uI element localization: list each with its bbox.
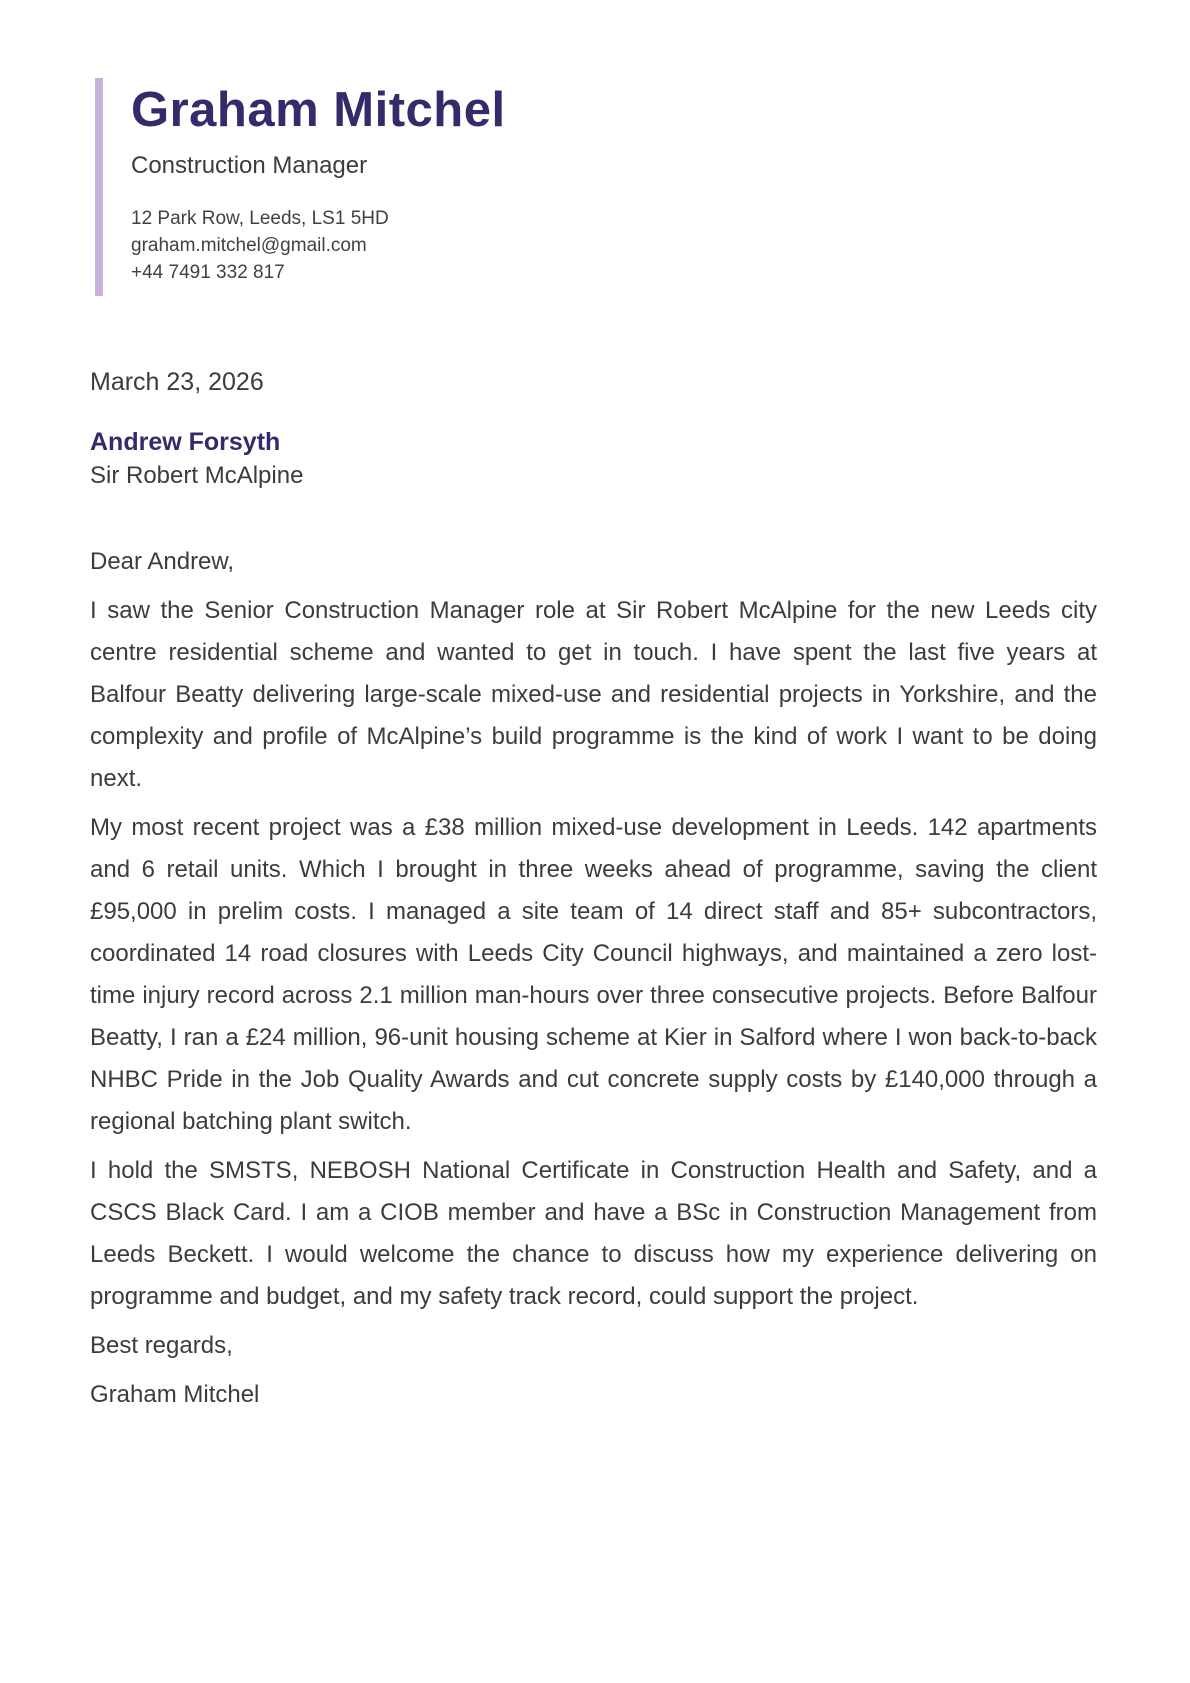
paragraph-1: I saw the Senior Construction Manager role at Sir Robert McAlpine for the new Leeds city centre residential scheme and wanted to get in touch. I have spent the last five years at Balfour Beatty delivering large-scale mixed-use and residential projects in Yorkshire, and the complexity and profile of McAlpine’s build programme is the kind of work I want to be doing next. xyxy=(90,597,1097,792)
sender-phone: +44 7491 332 817 xyxy=(131,262,285,283)
letter-date: March 23, 2026 xyxy=(90,368,264,396)
recipient-name: Andrew Forsyth xyxy=(90,428,281,456)
salutation: Dear Andrew, xyxy=(90,548,235,575)
recipient-block xyxy=(90,425,1097,493)
sender-address: 12 Park Row, Leeds, LS1 5HD xyxy=(131,208,389,229)
sender-job-title: Construction Manager xyxy=(131,151,368,179)
contact-block xyxy=(131,205,1097,286)
recipient-company: Sir Robert McAlpine xyxy=(90,462,304,489)
paragraph-2: My most recent project was a £38 million mixed-use development in Leeds. 142 apartments and 6 retail units. Which I brought in three weeks ahead of programme, saving the client £95,000 in prelim costs. I managed a site team of 14 direct staff and 85+ subcontractors, coordinated 14 road closures with Leeds City Council highways, and maintained a zero lost-time injury record across 2.1 million man-hours over three consecutive projects. Before Balfour Beatty, I ran a £24 million, 96-unit housing scheme at Kier in Salford where I won back-to-back NHBC Pride in the Job Quality Awards and cut concrete supply costs by £140,000 through a regional batching plant switch. xyxy=(90,814,1097,1135)
letter-header xyxy=(95,78,1097,296)
paragraph-3: I hold the SMSTS, NEBOSH National Certificate in Construction Health and Safety, and a CSCS Black Card. I am a CIOB member and have a BSc in Construction Management from Leeds Beckett. I would welcome the chance to discuss how my experience delivering on programme and budget, and my safety track record, could support the project. xyxy=(90,1157,1097,1310)
sender-email: graham.mitchel@gmail.com xyxy=(131,235,367,256)
signature-name: Graham Mitchel xyxy=(90,1381,260,1408)
sender-name: Graham Mitchel xyxy=(131,83,506,137)
letter-body xyxy=(90,541,1097,1416)
closing: Best regards, xyxy=(90,1332,233,1359)
